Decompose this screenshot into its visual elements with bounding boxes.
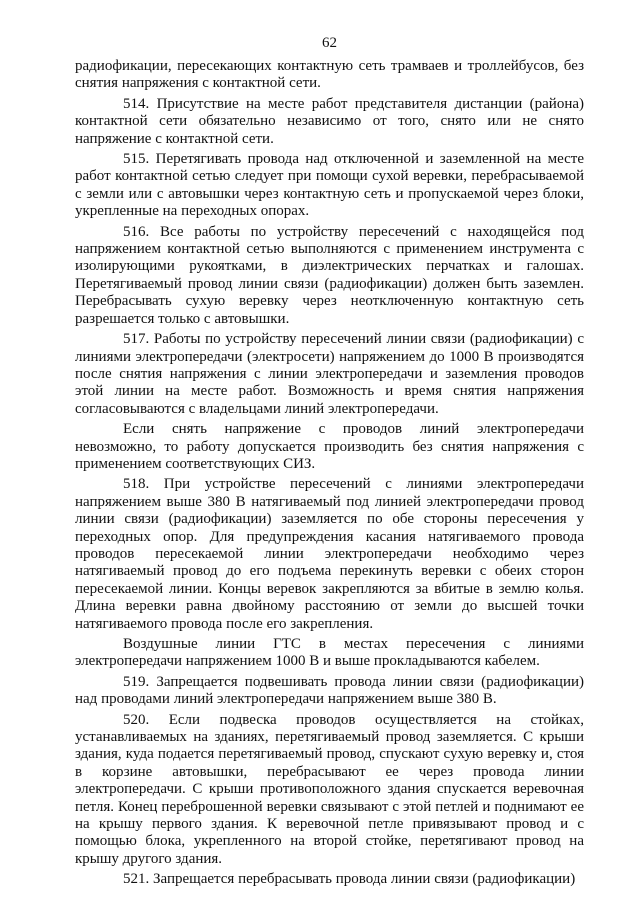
paragraph-517-note: Если снять напряжение с проводов линий электропередачи невозможно, то работу допускается производить без снятия напряжения с применением соответствующих СИЗ. [75, 421, 584, 472]
paragraph-519: 519. Запрещается подвешивать провода линии связи (радиофикации) над проводами линий электропередачи напряжением выше 380 В. [75, 673, 584, 708]
paragraph-516: 516. Все работы по устройству пересечений с находящейся под напряжением контактной сетью выполняются с применением инструмента с изолирующими рукоятками, в диэлектрических перчатках и галошах. Перетягиваемый провод линии связи (радиофикации) должен быть заземлен. Перебрасывать сухую веревку через неотключенную контактную сеть разрешается только с автовышки. [75, 223, 584, 327]
paragraph-continuation: радиофикации, пересекающих контактную сеть трамваев и троллейбусов, без снятия напряжения с контактной сети. [75, 58, 584, 92]
paragraph-518: 518. При устройстве пересечений с линиями электропередачи напряжением выше 380 В натягиваемый под линией электропередачи провод линии связи (радиофикации) заземляется по обе стороны пересечения у переходных опор. Для предупреждения касания натягиваемого провода проводов пересекаемой линии электропередачи необходимо через натягиваемый провод до его подъема перекинуть веревки с обеих сторон пересекаемой линии. Концы веревок закрепляются за вбитые в землю колья. Длина веревки равна двойному расстоянию от земли до высшей точки натягиваемого провода после его закрепления. [75, 476, 584, 632]
paragraph-521: 521. Запрещается перебрасывать провода линии связи (радиофикации) [123, 871, 576, 888]
paragraph-518-note: Воздушные линии ГТС в местах пересечения с линиями электропередачи напряжением 1000 В и выше прокладываются кабелем. [75, 636, 584, 670]
paragraph-515: 515. Перетягивать провода над отключенной и заземленной на месте работ контактной сетью следует при помощи сухой веревки, перебрасываемой с земли или с автовышки через контактную сеть и пропускаемой через блоки, укрепленные на переходных опорах. [75, 151, 584, 220]
body-text [75, 58, 584, 889]
paragraph-520: 520. Если подвеска проводов осуществляется на стойках, устанавливаемых на зданиях, перетягиваемый провод заземляется. С крыши здания, куда подается перетягиваемый провод, спускают сухую веревку и, стоя в корзине автовышки, перебрасывают ее через провода линии электропередачи. С крыши противоположного здания спускается веревочная петля. Конец переброшенной веревки связывают с этой петлей и поднимают ее на крышу первого здания. К веревочной петле привязывают провод и с помощью блока, укрепленного на второй стойке, перетягивают провод на крышу другого здания. [75, 711, 584, 867]
page-number: 62 [322, 35, 337, 51]
paragraph-514: 514. Присутствие на месте работ представителя дистанции (района) контактной сети обязательно независимо от того, снято или не снято напряжение с контактной сети. [75, 95, 584, 147]
paragraph-517: 517. Работы по устройству пересечений линии связи (радиофикации) с линиями электропередачи (электросети) напряжением до 1000 В производятся после снятия напряжения с линии электропередачи и заземления проводов этой линии на месте работ. Возможность и время снятия напряжения согласовываются с владельцами линий электропередачи. [75, 331, 584, 417]
